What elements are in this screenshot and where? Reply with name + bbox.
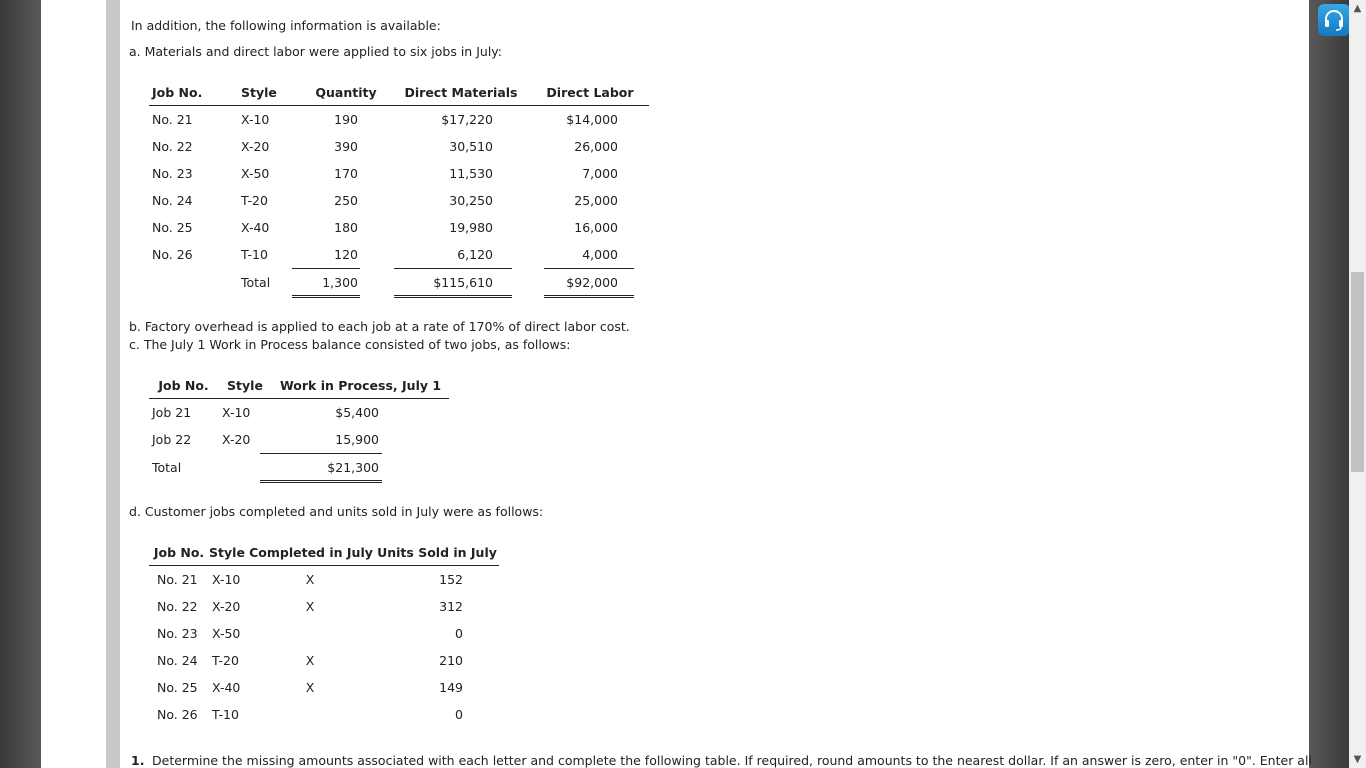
total-quantity: 1,300 (322, 275, 358, 290)
help-button[interactable] (1318, 4, 1350, 36)
style-cell: X-10 (222, 405, 251, 420)
total-labor: $92,000 (566, 275, 618, 290)
units-sold-cell: 149 (439, 680, 463, 695)
job-no-cell: No. 21 (157, 572, 198, 587)
total-double-line (260, 480, 382, 483)
job-no-cell: No. 24 (157, 653, 198, 668)
units-sold-cell: 0 (455, 626, 463, 641)
labor-cell: 4,000 (582, 247, 618, 262)
table-header-row (149, 541, 499, 565)
labor-cell: 25,000 (574, 193, 618, 208)
completed-cell: X (305, 599, 315, 614)
subtotal-line (394, 268, 512, 269)
right-frame (1309, 0, 1349, 768)
question-1-number: 1. (131, 753, 145, 768)
job-no-cell: No. 24 (152, 193, 193, 208)
vertical-scrollbar[interactable] (1349, 0, 1366, 768)
quantity-cell: 120 (334, 247, 358, 262)
jobs-completed-table (149, 541, 499, 566)
col-header: Direct Materials (404, 85, 518, 101)
units-sold-cell: 152 (439, 572, 463, 587)
job-no-cell: No. 26 (152, 247, 193, 262)
style-cell: X-50 (241, 166, 270, 181)
style-cell: T-10 (241, 247, 268, 262)
col-header: Completed in July (249, 545, 373, 561)
item-c-text: c. The July 1 Work in Process balance consisted of two jobs, as follows: (129, 337, 571, 352)
labor-cell: 7,000 (582, 166, 618, 181)
materials-labor-table (149, 81, 649, 106)
units-sold-cell: 312 (439, 599, 463, 614)
subtotal-line (260, 453, 382, 454)
col-header: Job No. (152, 85, 203, 101)
job-no-cell: No. 22 (152, 139, 193, 154)
item-b-text: b. Factory overhead is applied to each job at a rate of 170% of direct labor cost. (129, 319, 630, 334)
job-no-cell: No. 21 (152, 112, 193, 127)
quantity-cell: 190 (334, 112, 358, 127)
style-cell: X-40 (241, 220, 270, 235)
labor-cell: 16,000 (574, 220, 618, 235)
materials-cell: 6,120 (457, 247, 493, 262)
wip-cell: $5,400 (335, 405, 379, 420)
job-no-cell: Job 21 (152, 405, 192, 420)
style-cell: T-20 (241, 193, 268, 208)
style-cell: X-50 (212, 626, 241, 641)
materials-cell: $17,220 (441, 112, 493, 127)
materials-cell: 30,250 (449, 193, 493, 208)
intro-text: In addition, the following information is available: (131, 18, 441, 33)
col-header: Units Sold in July (377, 545, 497, 561)
total-double-line (544, 295, 634, 298)
style-cell: X-40 (212, 680, 241, 695)
units-sold-cell: 0 (455, 707, 463, 722)
job-no-cell: No. 25 (157, 680, 198, 695)
col-header: Job No. (158, 378, 209, 394)
col-header: Work in Process, July 1 (279, 378, 442, 394)
materials-cell: 30,510 (449, 139, 493, 154)
job-no-cell: Job 22 (152, 432, 192, 447)
quantity-cell: 390 (334, 139, 358, 154)
job-no-cell: No. 26 (157, 707, 198, 722)
table-header-row (149, 81, 649, 105)
table-header-row (149, 374, 449, 398)
col-header: Style (209, 545, 245, 561)
quantity-cell: 170 (334, 166, 358, 181)
headset-icon (1322, 8, 1346, 32)
total-label: Total (241, 275, 271, 290)
scroll-thumb[interactable] (1351, 272, 1364, 472)
materials-cell: 11,530 (449, 166, 493, 181)
total-label: Total (152, 460, 182, 475)
left-frame (0, 0, 41, 768)
labor-cell: $14,000 (566, 112, 618, 127)
materials-cell: 19,980 (449, 220, 493, 235)
wip-cell: 15,900 (335, 432, 379, 447)
total-double-line (292, 295, 360, 298)
total-wip: $21,300 (327, 460, 379, 475)
total-double-line (394, 295, 512, 298)
completed-cell: X (305, 572, 315, 587)
col-header: Style (227, 378, 263, 394)
style-cell: X-20 (222, 432, 251, 447)
style-cell: X-20 (212, 599, 241, 614)
total-materials: $115,610 (433, 275, 493, 290)
style-cell: X-10 (241, 112, 270, 127)
left-gutter (106, 0, 120, 768)
job-no-cell: No. 23 (152, 166, 193, 181)
job-no-cell: No. 22 (157, 599, 198, 614)
quantity-cell: 180 (334, 220, 358, 235)
item-d-text: d. Customer jobs completed and units sold in July were as follows: (129, 504, 544, 519)
item-a-text: a. Materials and direct labor were applied to six jobs in July: (129, 44, 502, 59)
style-cell: X-20 (241, 139, 270, 154)
completed-cell: X (305, 653, 315, 668)
subtotal-line (544, 268, 634, 269)
chevron-up-icon[interactable]: ▲ (1353, 3, 1362, 14)
completed-cell: X (305, 680, 315, 695)
col-header: Style (241, 85, 277, 101)
units-sold-cell: 210 (439, 653, 463, 668)
style-cell: X-10 (212, 572, 241, 587)
job-no-cell: No. 23 (157, 626, 198, 641)
wip-table (149, 374, 449, 399)
subtotal-line (292, 268, 360, 269)
question-1-text: Determine the missing amounts associated with each letter and complete the following table. If required, round amounts to the nearest dollar. If an answer is zero, enter in "0". Enter all (152, 753, 1312, 768)
quantity-cell: 250 (334, 193, 358, 208)
job-no-cell: No. 25 (152, 220, 193, 235)
style-cell: T-20 (212, 653, 239, 668)
chevron-down-icon[interactable]: ▼ (1353, 754, 1362, 765)
col-header: Quantity (315, 85, 377, 101)
style-cell: T-10 (212, 707, 239, 722)
col-header: Direct Labor (546, 85, 634, 101)
col-header: Job No. (153, 545, 205, 561)
labor-cell: 26,000 (574, 139, 618, 154)
